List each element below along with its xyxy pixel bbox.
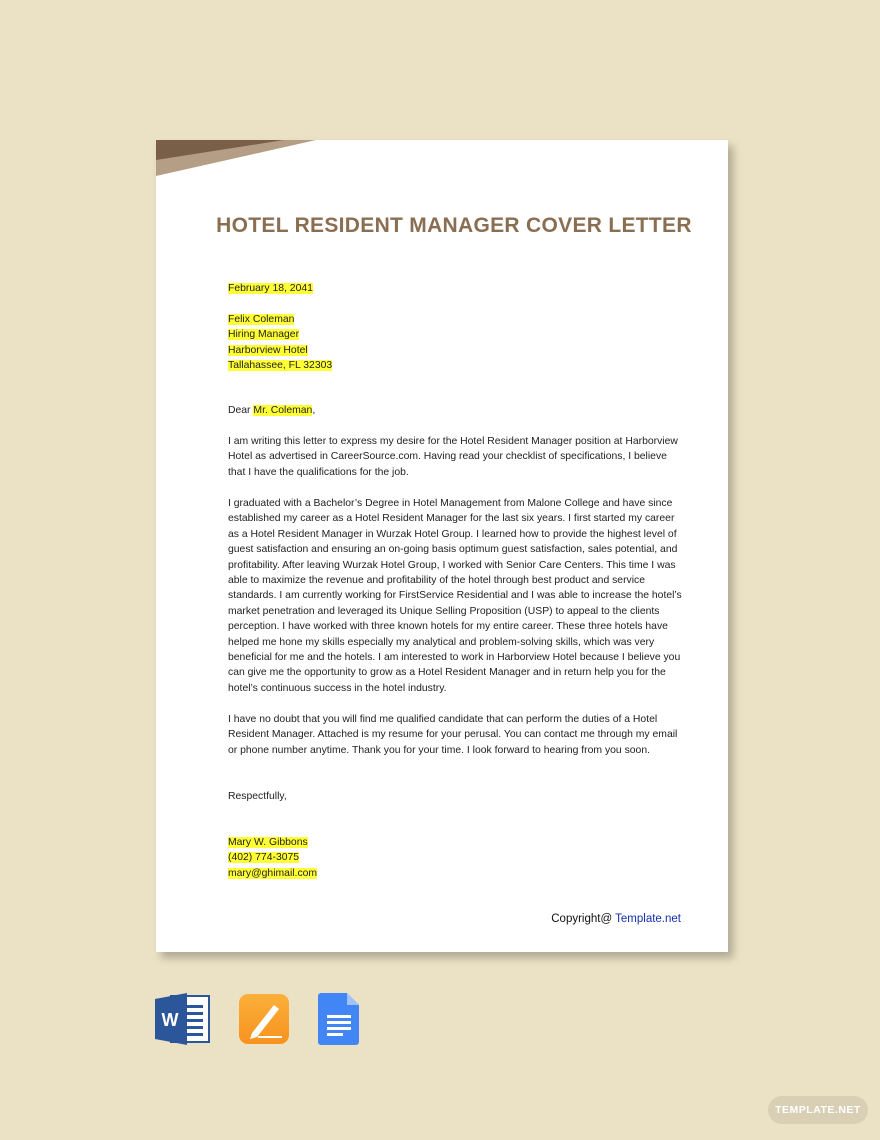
corner-decoration	[156, 140, 316, 176]
salutation-suffix: ,	[312, 405, 316, 416]
sender-name: Mary W. Gibbons	[228, 837, 308, 848]
recipient-company: Harborview Hotel	[228, 344, 308, 356]
paragraph-text: I am writing this letter to express my desire for the Hotel Resident Manager position at Harborview Hotel as advertised in CareerSource.com. Having read your checklist of specifications, I believe that I have the qualifications for the job.	[228, 436, 678, 478]
recipient-position: Hiring Manager	[228, 329, 300, 341]
paragraph-2	[228, 496, 684, 696]
date-text: February 18, 2041	[228, 283, 313, 294]
pages-icon[interactable]	[238, 993, 290, 1045]
recipient-block	[228, 312, 684, 374]
svg-text:W: W	[161, 1010, 179, 1030]
salutation-name: Mr. Coleman	[253, 405, 313, 416]
document-title: HOTEL RESIDENT MANAGER COVER LETTER	[216, 214, 692, 237]
sender-block	[228, 835, 684, 881]
closing-text: Respectfully,	[228, 791, 287, 802]
copyright	[551, 913, 681, 925]
paragraph-3	[228, 712, 684, 758]
paragraph-text: I have no doubt that you will find me qualified candidate that can perform the duties of a Hotel Resident Manager. Attached is my resume for your perusal. You can contact me through my email or phone number anytime. Thank you for your time. I look forward to hearing from you soon.	[228, 714, 678, 756]
letter-date	[228, 281, 684, 296]
recipient-address: Tallahassee, FL 32303	[228, 360, 333, 372]
salutation-prefix: Dear	[228, 405, 254, 416]
paragraph-text: I graduated with a Bachelor’s Degree in Hotel Management from Malone College and have since established my career as a Hotel Resident Manager for the last six years. I first started my career as a Hotel Resident Manager in Wurzak Hotel Group. I learned how to provide the highest level of guest satisfaction and ensuring an on-going basis optimum guest satisfaction, sales potential, and profitability. After leaving Wurzak Hotel Group, I worked with Senior Care Centers. This time I was able to maximize the revenue and profitability of the hotel through best product and service standards. I am currently working for FirstService Residential and I was able to increase the hotel’s market penetration and leveraged its Unique Selling Proposition (USP) to appeal to the clients perception. I have worked with three known hotels for my entire career. These three hotels have helped me hone my skills especially my analytical and problem-solving skills, which was very beneficial for me and the hotels. I am interested to work in Harborview Hotel because I believe you can give me the opportunity to grow as a Hotel Resident Manager and in return help you for the hotel’s continuous success in the hotel industry.	[228, 498, 682, 694]
sender-phone: (402) 774-3075	[228, 852, 300, 864]
sender-email: mary@ghimail.com	[228, 867, 318, 879]
template-badge[interactable]: TEMPLATE.NET	[768, 1096, 868, 1124]
google-docs-icon[interactable]	[318, 993, 360, 1045]
copyright-link[interactable]: Template.net	[615, 913, 681, 925]
document-page	[156, 140, 728, 952]
closing	[228, 789, 684, 804]
word-icon[interactable]	[155, 993, 211, 1045]
recipient-name: Felix Coleman	[228, 314, 295, 325]
paragraph-1	[228, 434, 684, 480]
copyright-label: Copyright@	[551, 913, 616, 925]
salutation	[228, 403, 684, 418]
